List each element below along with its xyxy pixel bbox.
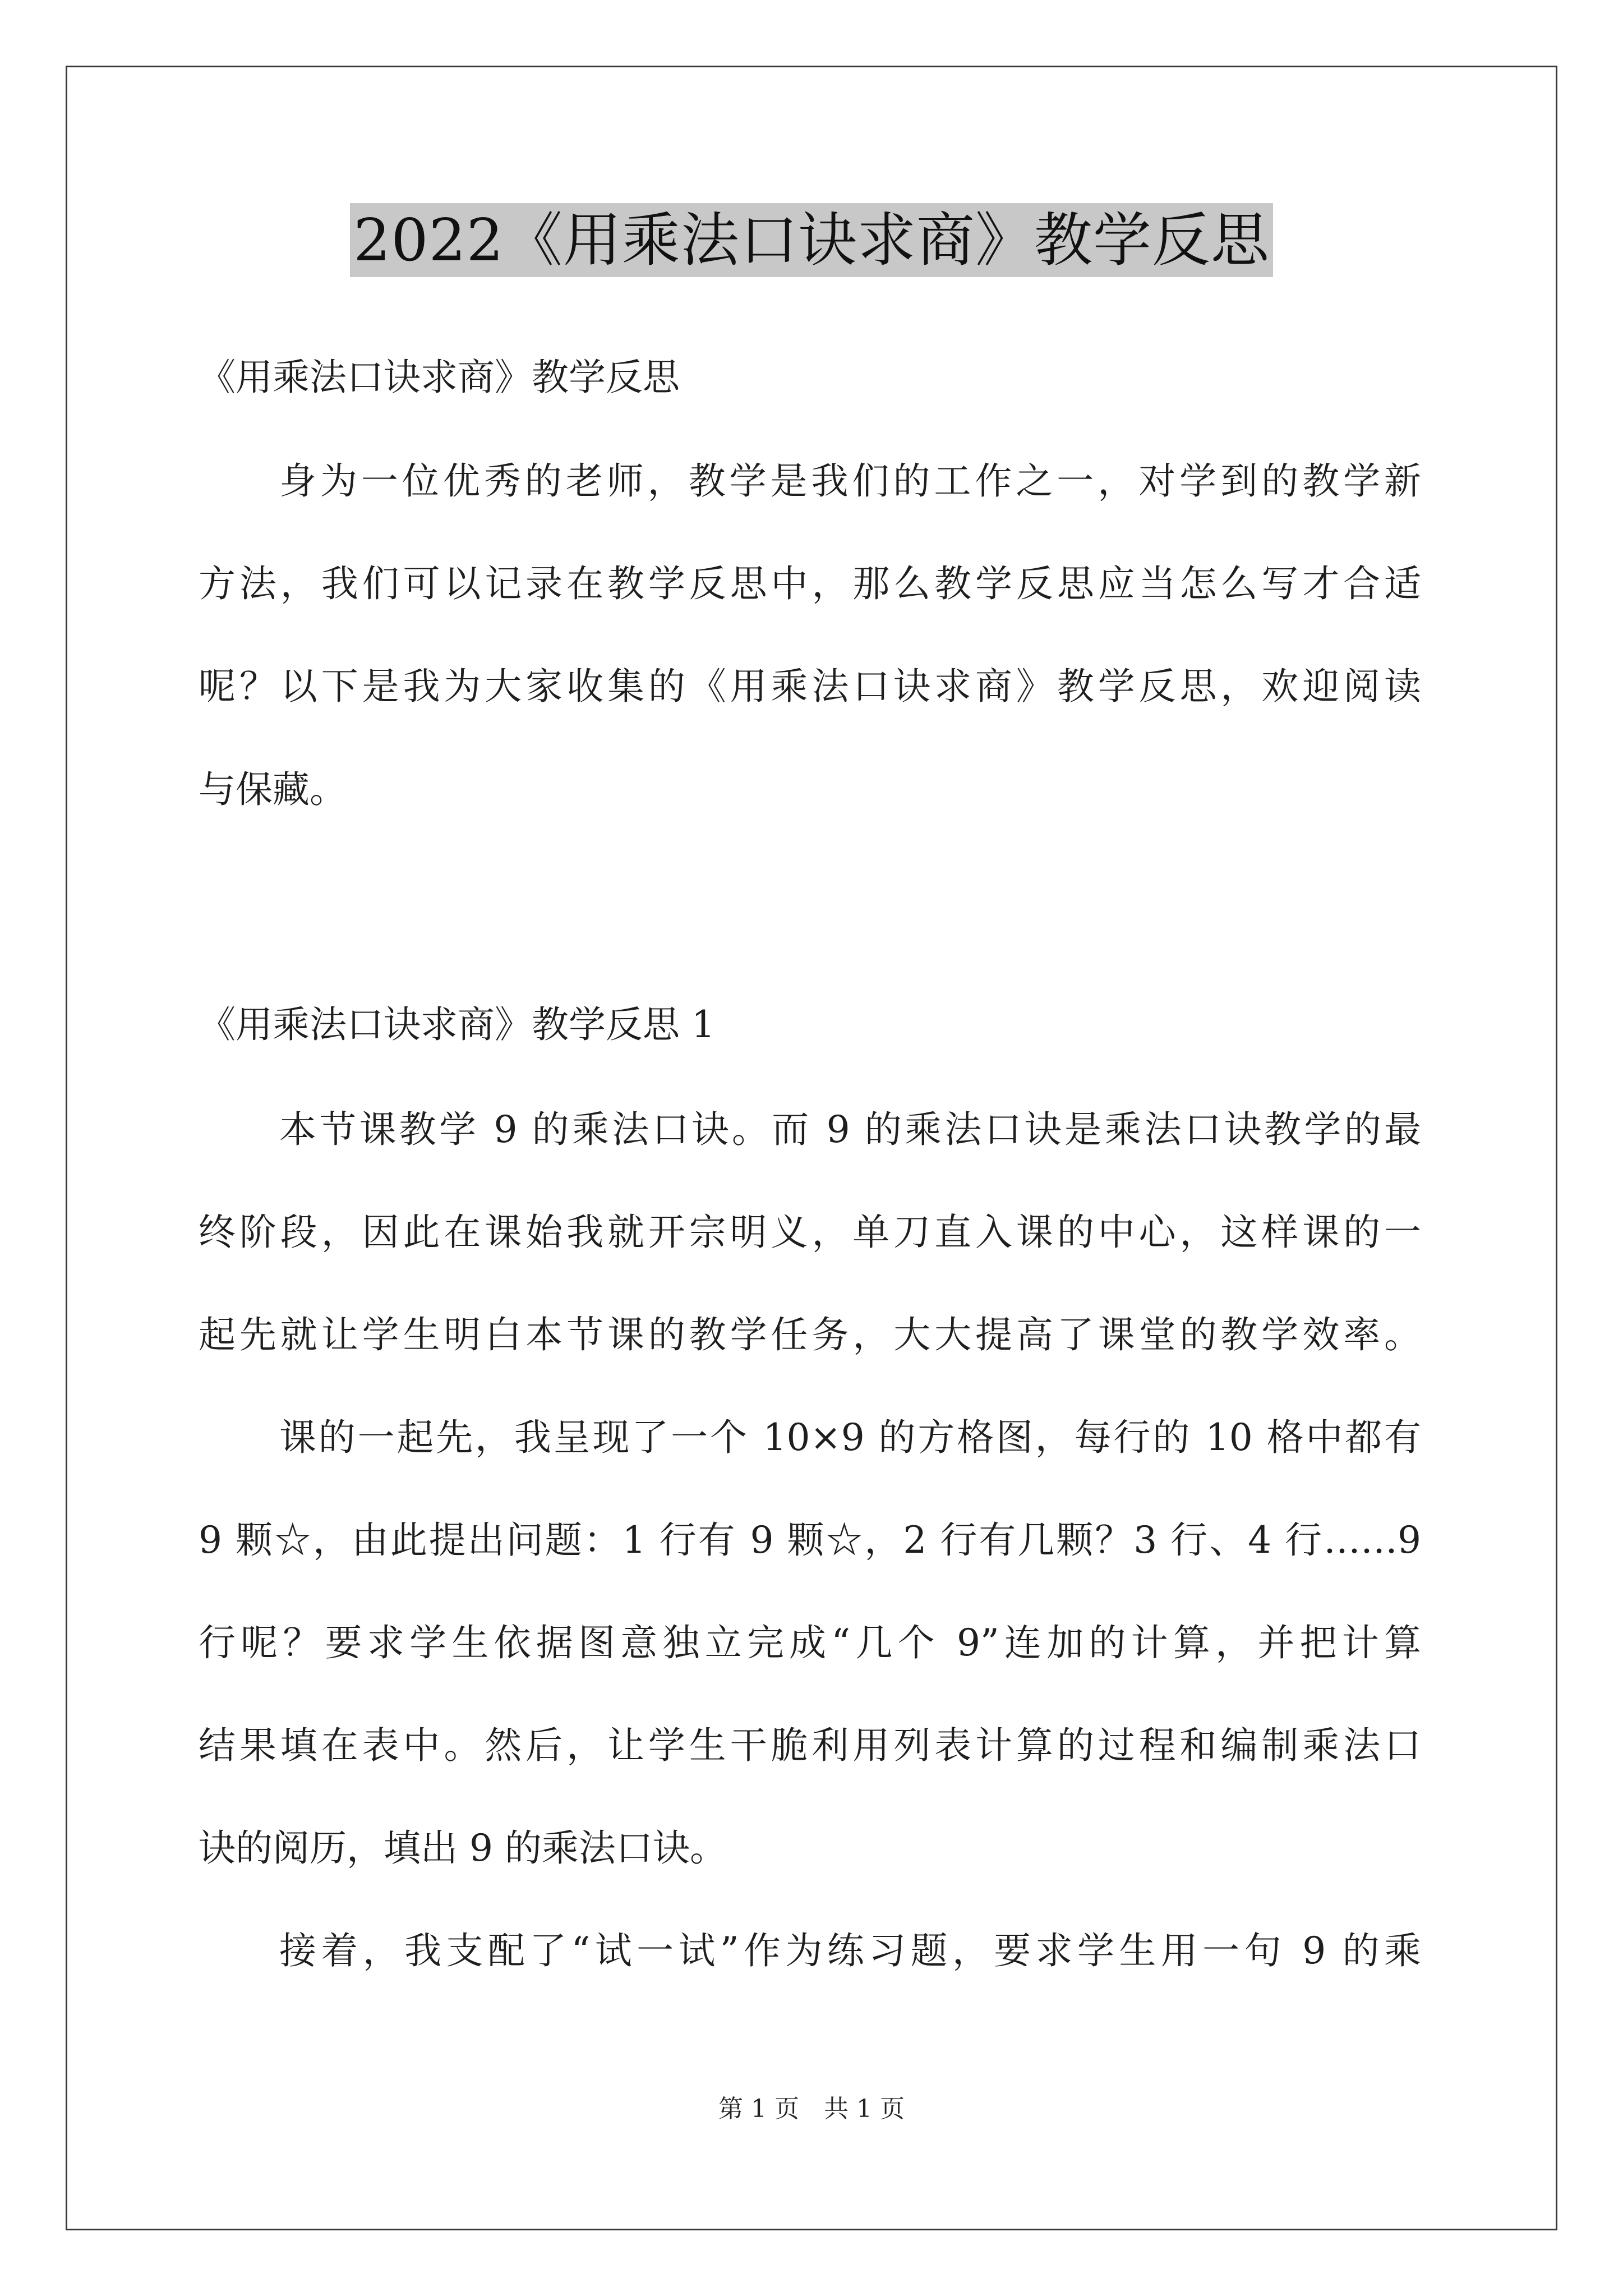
para2-line-2: 9 颗☆，由此提出问题：1 行有 9 颗☆，2 行有几颗？3 行、4 行……9 bbox=[199, 1519, 1421, 1562]
para1-line-1: 本节课教学 9 的乘法口诀。而 9 的乘法口诀是乘法口诀教学的最 bbox=[279, 1108, 1421, 1151]
para3-line-1: 接着，我支配了“试一试”作为练习题，要求学生用一句 9 的乘 bbox=[279, 1929, 1421, 1972]
para1-line-3: 起先就让学生明白本节课的教学任务，大大提高了课堂的教学效率。 bbox=[199, 1313, 1421, 1356]
para2-line-5: 诀的阅历，填出 9 的乘法口诀。 bbox=[199, 1826, 727, 1870]
intro-line-4: 与保藏。 bbox=[199, 768, 347, 811]
para1-line-2: 终阶段，因此在课始我就开宗明义，单刀直入课的中心，这样课的一 bbox=[199, 1211, 1421, 1254]
intro-line-3: 呢？以下是我为大家收集的《用乘法口诀求商》教学反思，欢迎阅读 bbox=[199, 665, 1421, 708]
section-heading: 《用乘法口诀求商》教学反思 1 bbox=[199, 1003, 715, 1046]
para2-line-1: 课的一起先，我呈现了一个 10×9 的方格图，每行的 10 格中都有 bbox=[279, 1416, 1421, 1459]
document-subtitle: 《用乘法口诀求商》教学反思 bbox=[199, 356, 680, 399]
para2-line-4: 结果填在表中。然后，让学生干脆利用列表计算的过程和编制乘法口 bbox=[199, 1724, 1421, 1767]
intro-line-1: 身为一位优秀的老师，教学是我们的工作之一，对学到的教学新 bbox=[279, 459, 1421, 503]
document-title: 2022《用乘法口诀求商》教学反思 bbox=[350, 203, 1273, 277]
intro-line-2: 方法，我们可以记录在教学反思中，那么教学反思应当怎么写才合适 bbox=[199, 562, 1421, 605]
title-container bbox=[0, 203, 1623, 277]
para2-line-3: 行呢？要求学生依据图意独立完成“几个 9”连加的计算，并把计算 bbox=[199, 1621, 1421, 1664]
page-footer: 第 1 页 共 1 页 bbox=[718, 2095, 905, 2123]
